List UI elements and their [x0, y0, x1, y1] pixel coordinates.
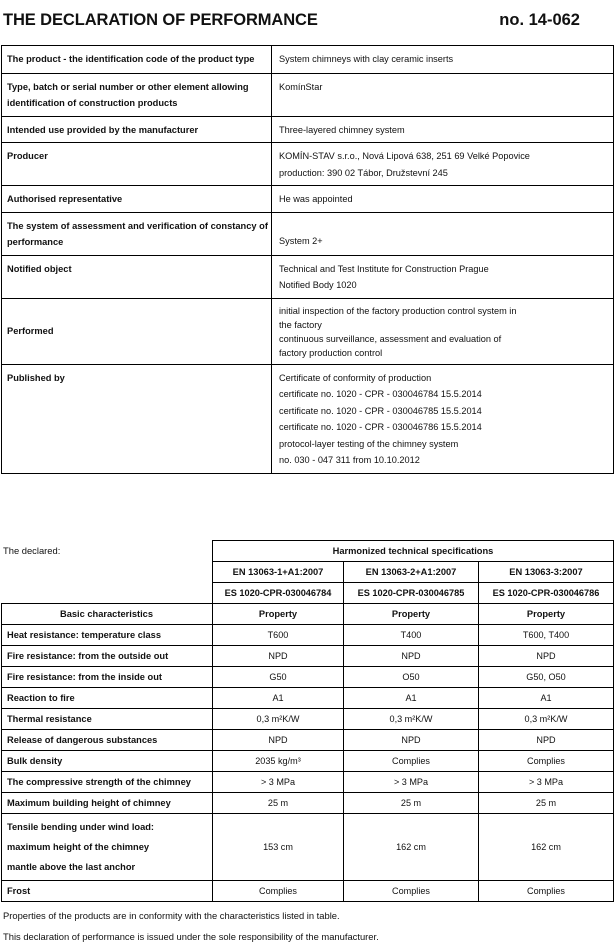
characteristic-line: maximum height of the chimney — [7, 842, 150, 852]
row-label-notified-object — [2, 255, 272, 298]
value-line: Certificate of conformity of production — [279, 372, 432, 383]
label-line: Notified object — [7, 263, 72, 274]
table-row — [2, 625, 614, 646]
table-header-row-norms — [2, 562, 614, 583]
row-value-notified-object — [272, 255, 614, 298]
table-header-row-spec-title — [2, 541, 614, 562]
row-label-authorised-representative — [2, 186, 272, 213]
characteristic-compressive-strength: The compressive strength of the chimney — [2, 772, 213, 793]
characteristic-line: mantle above the last anchor — [7, 862, 136, 872]
label-line: construction products — [78, 98, 178, 108]
value-line: production: 390 02 Tábor, Družstevní 245 — [279, 167, 448, 178]
value-cell: A1 — [344, 688, 479, 709]
value-line: certificate no. 1020 - CPR - 030046784 15.5.2014 — [279, 389, 482, 399]
characteristic-line: Tensile bending under wind load: — [7, 822, 155, 832]
value-cell: 0,3 m²K/W — [213, 709, 344, 730]
table-row — [2, 116, 614, 143]
row-value-type-batch-serial — [272, 73, 614, 116]
value-cell: 25 m — [344, 793, 479, 814]
label-line: element allowing identification of — [7, 81, 249, 108]
value-cell: 162 cm — [344, 814, 479, 881]
characteristic-heat-resistance: Heat resistance: temperature class — [2, 625, 213, 646]
value-cell: Complies — [479, 881, 614, 902]
value-line: no. 030 - 047 311 from 10.10.2012 — [279, 455, 420, 465]
document-header — [0, 0, 614, 40]
characteristic-frost: Frost — [2, 881, 213, 902]
table-row — [2, 364, 614, 473]
table-row — [2, 143, 614, 186]
column-header-property-3: Property — [479, 604, 614, 625]
value-cell: 162 cm — [479, 814, 614, 881]
label-line: The system of assessment and — [7, 220, 145, 231]
column-header-es-code-2: ES 1020-CPR-030046785 — [344, 583, 479, 604]
value-cell: NPD — [213, 646, 344, 667]
value-line: certificate no. 1020 - CPR - 030046785 15.5.2014 — [279, 405, 482, 416]
label-line: of the product type — [170, 54, 255, 64]
declared-label: The declared: — [3, 545, 61, 556]
row-label-type-batch-serial — [2, 73, 272, 116]
table-row — [2, 881, 614, 902]
column-header-property-1: Property — [213, 604, 344, 625]
label-line: Performed — [7, 326, 54, 337]
value-line: the factory — [279, 319, 322, 330]
spacer-cell — [2, 541, 213, 562]
note-conformity: Properties of the products are in conformity with the characteristics listed in table. — [3, 910, 340, 921]
value-cell: Complies — [344, 751, 479, 772]
column-header-basic-characteristics: Basic characteristics — [2, 604, 213, 625]
value-cell: Complies — [344, 881, 479, 902]
value-cell: 153 cm — [213, 814, 344, 881]
value-cell: G50, O50 — [479, 667, 614, 688]
value-cell: > 3 MPa — [479, 772, 614, 793]
characteristic-tensile-bending — [2, 814, 213, 881]
row-label-intended-use — [2, 116, 272, 143]
spacer-cell — [2, 583, 213, 604]
row-value-authorised-representative — [272, 186, 614, 213]
value-line: System chimneys with clay ceramic inserts — [279, 54, 454, 64]
table-row — [2, 298, 614, 364]
characteristic-reaction-to-fire: Reaction to fire — [2, 688, 213, 709]
label-line: Type, batch or serial number or other — [7, 81, 172, 92]
value-cell: T400 — [344, 625, 479, 646]
table-row — [2, 751, 614, 772]
characteristic-max-building-height: Maximum building height of chimney — [2, 793, 213, 814]
table-row — [2, 73, 614, 116]
value-cell: NPD — [213, 730, 344, 751]
table-row — [2, 212, 614, 255]
label-line: performance — [7, 237, 64, 247]
table-header-row-es-codes — [2, 583, 614, 604]
value-cell: 2035 kg/m³ — [213, 751, 344, 772]
table-row — [2, 793, 614, 814]
value-cell: NPD — [344, 646, 479, 667]
table-header-row-property — [2, 604, 614, 625]
value-cell: 25 m — [479, 793, 614, 814]
value-line: System 2+ — [279, 236, 323, 246]
identification-table — [1, 45, 614, 474]
value-cell: > 3 MPa — [344, 772, 479, 793]
note-responsibility: This declaration of performance is issued under the sole responsibility of the manufacturer. — [3, 931, 379, 942]
value-line: Technical and Test Institute for Construction Prague — [279, 263, 489, 274]
column-header-norm-2: EN 13063-2+A1:2007 — [344, 562, 479, 583]
row-value-intended-use — [272, 116, 614, 143]
label-line: Intended use provided by the manufacturer — [7, 124, 199, 135]
label-line: verification of constancy of — [147, 220, 268, 231]
value-cell: A1 — [479, 688, 614, 709]
column-header-es-code-1: ES 1020-CPR-030046784 — [213, 583, 344, 604]
value-line: protocol-layer testing of the chimney system — [279, 438, 459, 449]
value-line: He was appointed — [279, 194, 353, 204]
value-cell: NPD — [479, 646, 614, 667]
characteristic-fire-resistance-outside: Fire resistance: from the outside out — [2, 646, 213, 667]
value-line: factory production control — [279, 347, 383, 358]
value-cell: 25 m — [213, 793, 344, 814]
table-row — [2, 667, 614, 688]
value-cell: > 3 MPa — [213, 772, 344, 793]
value-line: continuous surveillance, assessment and evaluation of — [279, 333, 502, 344]
row-value-product-identification — [272, 46, 614, 74]
value-line: initial inspection of the factory production control system in — [279, 305, 517, 316]
document-number: no. 14-062 — [499, 10, 580, 29]
value-cell: A1 — [213, 688, 344, 709]
column-header-es-code-3: ES 1020-CPR-030046786 — [479, 583, 614, 604]
value-cell: T600 — [213, 625, 344, 646]
column-header-property-2: Property — [344, 604, 479, 625]
row-label-performed — [2, 298, 272, 364]
label-line: Authorised representative — [7, 194, 123, 204]
value-cell: Complies — [213, 881, 344, 902]
row-label-product-identification — [2, 46, 272, 74]
row-label-producer — [2, 143, 272, 186]
column-header-norm-1: EN 13063-1+A1:2007 — [213, 562, 344, 583]
spacer-cell — [2, 562, 213, 583]
label-line: The product - the identification code — [7, 54, 168, 64]
table-row — [2, 772, 614, 793]
value-cell: NPD — [479, 730, 614, 751]
value-cell: T600, T400 — [479, 625, 614, 646]
value-line: KOMÍN-STAV s.r.o., Nová Lipová 638, 251 69 Velké Popovice — [279, 151, 530, 161]
value-cell: 0,3 m²K/W — [479, 709, 614, 730]
value-line: KomínStar — [279, 81, 323, 92]
column-header-norm-3: EN 13063-3:2007 — [479, 562, 614, 583]
characteristic-thermal-resistance: Thermal resistance — [2, 709, 213, 730]
declared-performance-table — [1, 540, 614, 902]
value-cell: 0,3 m²K/W — [344, 709, 479, 730]
characteristic-dangerous-substances: Release of dangerous substances — [2, 730, 213, 751]
row-value-assessment-system — [272, 212, 614, 255]
row-value-producer — [272, 143, 614, 186]
label-line: Producer — [7, 151, 48, 161]
table-row — [2, 255, 614, 298]
value-line: Three-layered chimney system — [279, 124, 405, 135]
value-line: Notified Body 1020 — [279, 280, 357, 290]
characteristic-fire-resistance-inside: Fire resistance: from the inside out — [2, 667, 213, 688]
harmonized-specifications-title: Harmonized technical specifications — [213, 541, 614, 562]
value-cell: Complies — [479, 751, 614, 772]
row-value-published-by — [272, 364, 614, 473]
table-row — [2, 688, 614, 709]
table-row — [2, 646, 614, 667]
value-cell: NPD — [344, 730, 479, 751]
label-line: Published by — [7, 372, 65, 383]
table-row — [2, 46, 614, 74]
table-row — [2, 730, 614, 751]
row-label-published-by — [2, 364, 272, 473]
value-cell: G50 — [213, 667, 344, 688]
footer-notes — [3, 908, 603, 950]
table-row — [2, 186, 614, 213]
characteristic-bulk-density: Bulk density — [2, 751, 213, 772]
row-value-performed — [272, 298, 614, 364]
value-cell: O50 — [344, 667, 479, 688]
table-row — [2, 814, 614, 881]
page-title: THE DECLARATION OF PERFORMANCE — [3, 10, 318, 29]
table-row — [2, 709, 614, 730]
row-label-assessment-system — [2, 212, 272, 255]
value-line: certificate no. 1020 - CPR - 030046786 15.5.2014 — [279, 422, 482, 432]
